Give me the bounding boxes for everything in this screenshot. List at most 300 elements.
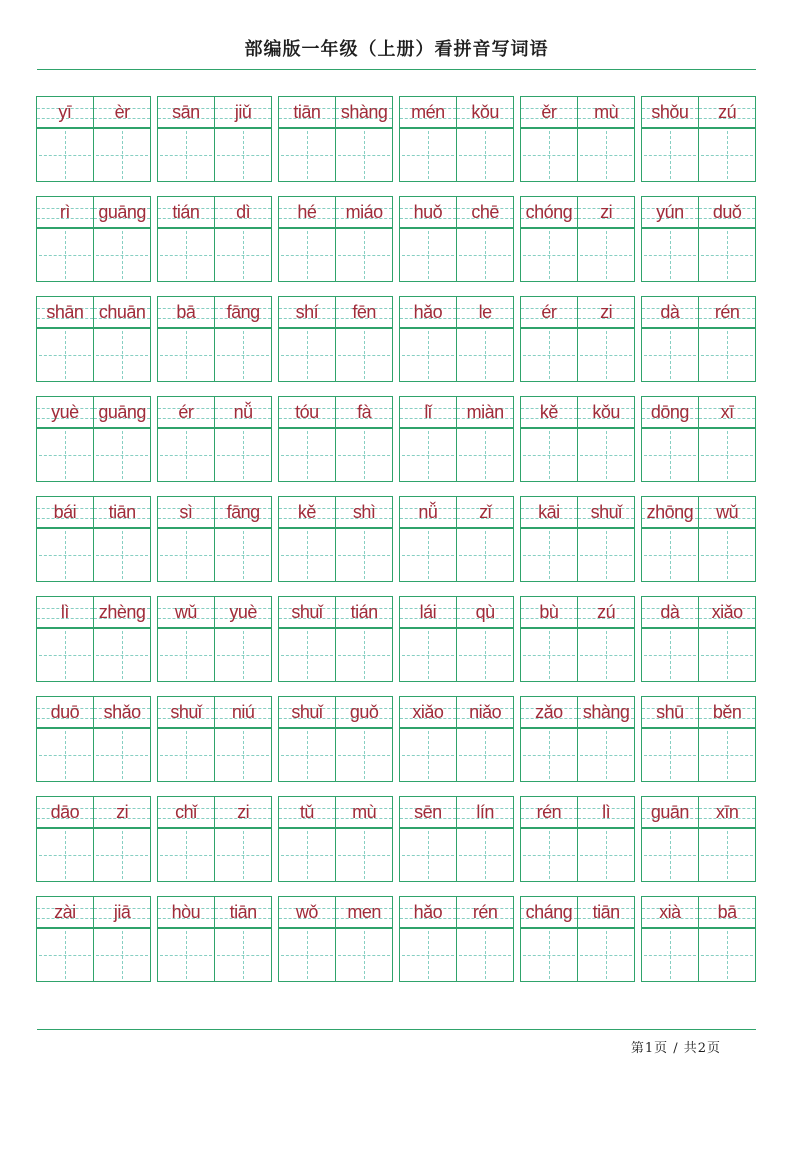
- pinyin-text: niǎo: [469, 701, 502, 722]
- pinyin-text: mù: [594, 101, 619, 122]
- writing-box: [94, 229, 150, 282]
- pinyin-cell: [521, 797, 577, 827]
- page-number: 第1页 / 共2页: [630, 1041, 721, 1056]
- pinyin-text: tiān: [229, 901, 257, 922]
- pinyin-cell: [37, 497, 93, 527]
- writing-box: [279, 429, 335, 482]
- word-group: [641, 796, 756, 882]
- pinyin-cell: [279, 697, 335, 727]
- pinyin-cell: [37, 797, 93, 827]
- writing-box: [94, 429, 150, 482]
- writing-box: [215, 629, 271, 682]
- pinyin-cell: [521, 297, 577, 327]
- pinyin-text: lì: [602, 801, 611, 822]
- pinyin-cell: [642, 697, 698, 727]
- word-group: [36, 896, 151, 982]
- word-group: [399, 196, 514, 282]
- writing-box: [336, 829, 392, 882]
- writing-box: [578, 229, 634, 282]
- writing-box: [457, 229, 513, 282]
- pinyin-text: xī: [720, 401, 734, 422]
- pinyin-text: cháng: [525, 901, 573, 922]
- pinyin-cell: [642, 97, 698, 127]
- pinyin-text: duō: [50, 701, 80, 722]
- word-group: [157, 696, 272, 782]
- pinyin-text: miáo: [345, 201, 383, 222]
- word-group: [157, 896, 272, 982]
- pinyin-cell: [578, 597, 634, 627]
- pinyin-cell: [336, 197, 392, 227]
- pinyin-text: xiǎo: [711, 601, 743, 622]
- writing-box: [642, 429, 698, 482]
- writing-box: [699, 129, 755, 182]
- writing-box: [578, 629, 634, 682]
- writing-box: [521, 529, 577, 582]
- pinyin-text: chuān: [98, 301, 146, 322]
- pinyin-cell: [642, 297, 698, 327]
- pinyin-text: zi: [600, 301, 613, 322]
- writing-box: [642, 229, 698, 282]
- writing-box: [215, 229, 271, 282]
- pinyin-cell: [336, 497, 392, 527]
- writing-box: [642, 529, 698, 582]
- word-group: [520, 296, 635, 382]
- word-group: [278, 796, 393, 882]
- writing-box: [521, 129, 577, 182]
- writing-box: [400, 829, 456, 882]
- pinyin-text: yuè: [229, 601, 257, 622]
- pinyin-cell: [642, 397, 698, 427]
- pinyin-cell: [279, 397, 335, 427]
- word-group: [36, 696, 151, 782]
- word-group: [157, 396, 272, 482]
- writing-box: [699, 529, 755, 582]
- pinyin-text: kāi: [538, 501, 560, 522]
- pinyin-text: zǎo: [535, 701, 563, 722]
- word-group: [278, 596, 393, 682]
- writing-box: [215, 729, 271, 782]
- word-group: [157, 96, 272, 182]
- pinyin-text: xiǎo: [412, 701, 444, 722]
- writing-box: [642, 929, 698, 982]
- pinyin-text: duǒ: [712, 201, 742, 222]
- pinyin-cell: [457, 397, 513, 427]
- pinyin-text: chóng: [525, 201, 573, 222]
- pinyin-text: shàng: [582, 701, 630, 722]
- pinyin-cell: [521, 97, 577, 127]
- pinyin-text: sān: [172, 101, 200, 122]
- writing-box: [642, 729, 698, 782]
- pinyin-text: shān: [46, 301, 84, 322]
- writing-box: [94, 829, 150, 882]
- writing-box: [158, 529, 214, 582]
- word-group: [520, 496, 635, 582]
- writing-box: [279, 129, 335, 182]
- writing-box: [37, 329, 93, 382]
- pinyin-cell: [642, 197, 698, 227]
- writing-box: [158, 729, 214, 782]
- pinyin-text: lín: [476, 801, 494, 822]
- writing-box: [457, 429, 513, 482]
- word-group: [36, 796, 151, 882]
- writing-box: [699, 829, 755, 882]
- pinyin-text: wǔ: [716, 501, 739, 522]
- writing-box: [158, 629, 214, 682]
- writing-box: [400, 129, 456, 182]
- pinyin-cell: [642, 797, 698, 827]
- pinyin-text: ěr: [541, 101, 557, 122]
- writing-box: [37, 529, 93, 582]
- writing-box: [400, 929, 456, 982]
- writing-box: [400, 629, 456, 682]
- pinyin-text: bā: [717, 901, 737, 922]
- pinyin-text: hé: [297, 201, 317, 222]
- pinyin-text: shuǐ: [291, 601, 323, 622]
- word-group: [278, 896, 393, 982]
- header-divider: [37, 69, 756, 70]
- pinyin-text: wǒ: [295, 901, 318, 922]
- pinyin-cell: [336, 397, 392, 427]
- word-group: [157, 496, 272, 582]
- pinyin-text: hòu: [171, 901, 201, 922]
- word-group: [278, 396, 393, 482]
- writing-box: [336, 929, 392, 982]
- pinyin-text: kě: [539, 401, 558, 422]
- writing-box: [37, 129, 93, 182]
- writing-box: [521, 829, 577, 882]
- pinyin-text: rì: [59, 201, 70, 222]
- pinyin-cell: [215, 697, 271, 727]
- pinyin-cell: [521, 897, 577, 927]
- writing-box: [215, 929, 271, 982]
- word-group: [278, 496, 393, 582]
- pinyin-text: bù: [539, 601, 559, 622]
- writing-box: [642, 129, 698, 182]
- pinyin-text: shuǐ: [170, 701, 202, 722]
- writing-box: [336, 629, 392, 682]
- pinyin-text: tǔ: [299, 801, 314, 822]
- page-title: 部编版一年级（上册）看拼音写词语: [244, 39, 549, 60]
- pinyin-cell: [215, 297, 271, 327]
- writing-box: [457, 529, 513, 582]
- word-group: [520, 796, 635, 882]
- pinyin-text: zú: [718, 101, 737, 122]
- pinyin-cell: [457, 97, 513, 127]
- writing-box: [158, 329, 214, 382]
- writing-box: [699, 929, 755, 982]
- pinyin-text: běn: [712, 701, 742, 722]
- pinyin-text: shàng: [340, 101, 388, 122]
- pinyin-text: guāng: [98, 401, 146, 422]
- pinyin-text: mén: [411, 101, 445, 122]
- pinyin-cell: [521, 697, 577, 727]
- word-group: [641, 596, 756, 682]
- word-group: [399, 596, 514, 682]
- pinyin-cell: [336, 297, 392, 327]
- pinyin-cell: [336, 697, 392, 727]
- writing-box: [578, 829, 634, 882]
- pinyin-cell: [279, 897, 335, 927]
- word-group: [641, 196, 756, 282]
- pinyin-text: zhōng: [646, 501, 694, 522]
- word-group: [278, 196, 393, 282]
- writing-box: [521, 329, 577, 382]
- writing-box: [642, 829, 698, 882]
- pinyin-cell: [215, 897, 271, 927]
- word-group: [641, 696, 756, 782]
- pinyin-text: bā: [176, 301, 196, 322]
- word-row: [36, 196, 756, 282]
- writing-box: [699, 629, 755, 682]
- pinyin-cell: [37, 297, 93, 327]
- writing-box: [37, 829, 93, 882]
- pinyin-text: rén: [536, 801, 562, 822]
- pinyin-cell: [642, 497, 698, 527]
- pinyin-text: yún: [656, 201, 684, 222]
- pinyin-text: sēn: [414, 801, 442, 822]
- pinyin-text: bái: [53, 501, 77, 522]
- pinyin-text: guān: [650, 801, 689, 822]
- word-group: [36, 96, 151, 182]
- pinyin-cell: [400, 497, 456, 527]
- pinyin-text: zi: [237, 801, 250, 822]
- word-row: [36, 96, 756, 182]
- pinyin-cell: [158, 197, 214, 227]
- pinyin-cell: [158, 697, 214, 727]
- pinyin-cell: [400, 197, 456, 227]
- pinyin-cell: [521, 197, 577, 227]
- pinyin-cell: [336, 597, 392, 627]
- pinyin-text: jiā: [113, 901, 131, 922]
- pinyin-cell: [336, 897, 392, 927]
- word-group: [278, 296, 393, 382]
- writing-box: [578, 129, 634, 182]
- pinyin-text: xīn: [715, 801, 739, 822]
- word-group: [157, 196, 272, 282]
- pinyin-cell: [521, 597, 577, 627]
- word-group: [641, 396, 756, 482]
- pinyin-cell: [279, 497, 335, 527]
- writing-box: [642, 629, 698, 682]
- pinyin-text: yuè: [51, 401, 79, 422]
- pinyin-cell: [457, 797, 513, 827]
- pinyin-cell: [457, 197, 513, 227]
- word-row: [36, 396, 756, 482]
- writing-box: [336, 429, 392, 482]
- word-group: [36, 296, 151, 382]
- pinyin-text: xià: [659, 901, 681, 922]
- pinyin-cell: [94, 97, 150, 127]
- pinyin-text: kě: [297, 501, 316, 522]
- pinyin-cell: [37, 597, 93, 627]
- writing-box: [279, 729, 335, 782]
- pinyin-text: guǒ: [349, 701, 379, 722]
- writing-box: [279, 829, 335, 882]
- pinyin-text: jiǔ: [234, 101, 252, 122]
- worksheet-grid: [36, 96, 756, 982]
- word-row: [36, 696, 756, 782]
- pinyin-cell: [94, 797, 150, 827]
- writing-box: [578, 729, 634, 782]
- writing-box: [158, 129, 214, 182]
- writing-box: [521, 629, 577, 682]
- writing-box: [400, 429, 456, 482]
- pinyin-cell: [457, 497, 513, 527]
- writing-box: [521, 929, 577, 982]
- pinyin-text: dà: [660, 301, 680, 322]
- pinyin-cell: [521, 497, 577, 527]
- writing-box: [521, 429, 577, 482]
- pinyin-cell: [94, 397, 150, 427]
- word-group: [520, 96, 635, 182]
- pinyin-text: zú: [597, 601, 616, 622]
- word-group: [157, 296, 272, 382]
- pinyin-cell: [215, 497, 271, 527]
- pinyin-cell: [578, 697, 634, 727]
- writing-box: [578, 529, 634, 582]
- pinyin-text: shì: [352, 501, 376, 522]
- pinyin-cell: [279, 597, 335, 627]
- pinyin-text: niú: [231, 701, 255, 722]
- pinyin-cell: [699, 597, 755, 627]
- pinyin-text: ér: [541, 301, 557, 322]
- pinyin-cell: [457, 697, 513, 727]
- writing-box: [279, 929, 335, 982]
- pinyin-cell: [400, 897, 456, 927]
- pinyin-text: zài: [54, 901, 76, 922]
- pinyin-cell: [215, 597, 271, 627]
- word-group: [641, 496, 756, 582]
- pinyin-text: zhèng: [98, 601, 146, 622]
- writing-box: [94, 529, 150, 582]
- pinyin-text: tiān: [108, 501, 136, 522]
- writing-box: [279, 529, 335, 582]
- writing-box: [400, 729, 456, 782]
- pinyin-cell: [699, 697, 755, 727]
- writing-box: [336, 229, 392, 282]
- pinyin-text: zǐ: [479, 501, 492, 522]
- writing-box: [215, 329, 271, 382]
- pinyin-cell: [215, 797, 271, 827]
- pinyin-cell: [400, 397, 456, 427]
- pinyin-cell: [457, 597, 513, 627]
- pinyin-text: shǒu: [651, 101, 689, 122]
- writing-box: [158, 229, 214, 282]
- pinyin-cell: [400, 297, 456, 327]
- word-row: [36, 796, 756, 882]
- writing-box: [158, 429, 214, 482]
- pinyin-cell: [158, 397, 214, 427]
- pinyin-cell: [642, 597, 698, 627]
- writing-box: [457, 129, 513, 182]
- pinyin-text: chē: [471, 201, 499, 222]
- pinyin-text: fāng: [226, 501, 260, 522]
- word-group: [36, 396, 151, 482]
- writing-box: [215, 129, 271, 182]
- writing-box: [457, 929, 513, 982]
- word-group: [157, 796, 272, 882]
- word-group: [36, 196, 151, 282]
- pinyin-cell: [336, 797, 392, 827]
- pinyin-cell: [578, 97, 634, 127]
- pinyin-cell: [578, 497, 634, 527]
- word-group: [36, 596, 151, 682]
- pinyin-text: tiān: [592, 901, 620, 922]
- pinyin-text: lì: [60, 601, 69, 622]
- writing-box: [37, 929, 93, 982]
- pinyin-cell: [400, 97, 456, 127]
- word-group: [399, 296, 514, 382]
- pinyin-text: dāo: [50, 801, 80, 822]
- word-group: [520, 596, 635, 682]
- pinyin-text: zi: [600, 201, 613, 222]
- writing-box: [457, 629, 513, 682]
- writing-box: [94, 629, 150, 682]
- pinyin-text: dōng: [650, 401, 689, 422]
- writing-box: [215, 429, 271, 482]
- pinyin-cell: [279, 197, 335, 227]
- word-group: [520, 396, 635, 482]
- pinyin-text: miàn: [466, 401, 504, 422]
- word-group: [399, 896, 514, 982]
- pinyin-text: fāng: [226, 301, 260, 322]
- pinyin-cell: [94, 597, 150, 627]
- pinyin-text: shǎo: [103, 701, 141, 722]
- writing-box: [336, 729, 392, 782]
- pinyin-cell: [158, 97, 214, 127]
- pinyin-cell: [94, 897, 150, 927]
- pinyin-cell: [215, 397, 271, 427]
- pinyin-text: rén: [472, 901, 498, 922]
- writing-box: [578, 429, 634, 482]
- word-group: [399, 796, 514, 882]
- pinyin-text: fà: [357, 401, 372, 422]
- word-group: [36, 496, 151, 582]
- pinyin-cell: [158, 597, 214, 627]
- pinyin-cell: [699, 97, 755, 127]
- pinyin-text: hǎo: [413, 901, 443, 922]
- pinyin-text: huǒ: [413, 201, 443, 222]
- writing-box: [37, 629, 93, 682]
- writing-box: [578, 929, 634, 982]
- pinyin-cell: [457, 897, 513, 927]
- word-group: [641, 96, 756, 182]
- word-group: [157, 596, 272, 682]
- writing-box: [336, 529, 392, 582]
- writing-box: [279, 229, 335, 282]
- word-row: [36, 596, 756, 682]
- writing-box: [279, 629, 335, 682]
- pinyin-cell: [279, 797, 335, 827]
- pinyin-cell: [642, 897, 698, 927]
- writing-box: [521, 729, 577, 782]
- writing-box: [37, 229, 93, 282]
- pinyin-text: tián: [350, 601, 378, 622]
- pinyin-cell: [521, 397, 577, 427]
- writing-box: [336, 129, 392, 182]
- word-row: [36, 896, 756, 982]
- pinyin-cell: [158, 797, 214, 827]
- pinyin-cell: [158, 897, 214, 927]
- pinyin-text: dà: [660, 601, 680, 622]
- worksheet-page: [0, 38, 793, 1160]
- writing-box: [578, 329, 634, 382]
- word-group: [641, 296, 756, 382]
- pinyin-cell: [400, 697, 456, 727]
- pinyin-text: èr: [114, 101, 130, 122]
- word-row: [36, 296, 756, 382]
- pinyin-cell: [400, 597, 456, 627]
